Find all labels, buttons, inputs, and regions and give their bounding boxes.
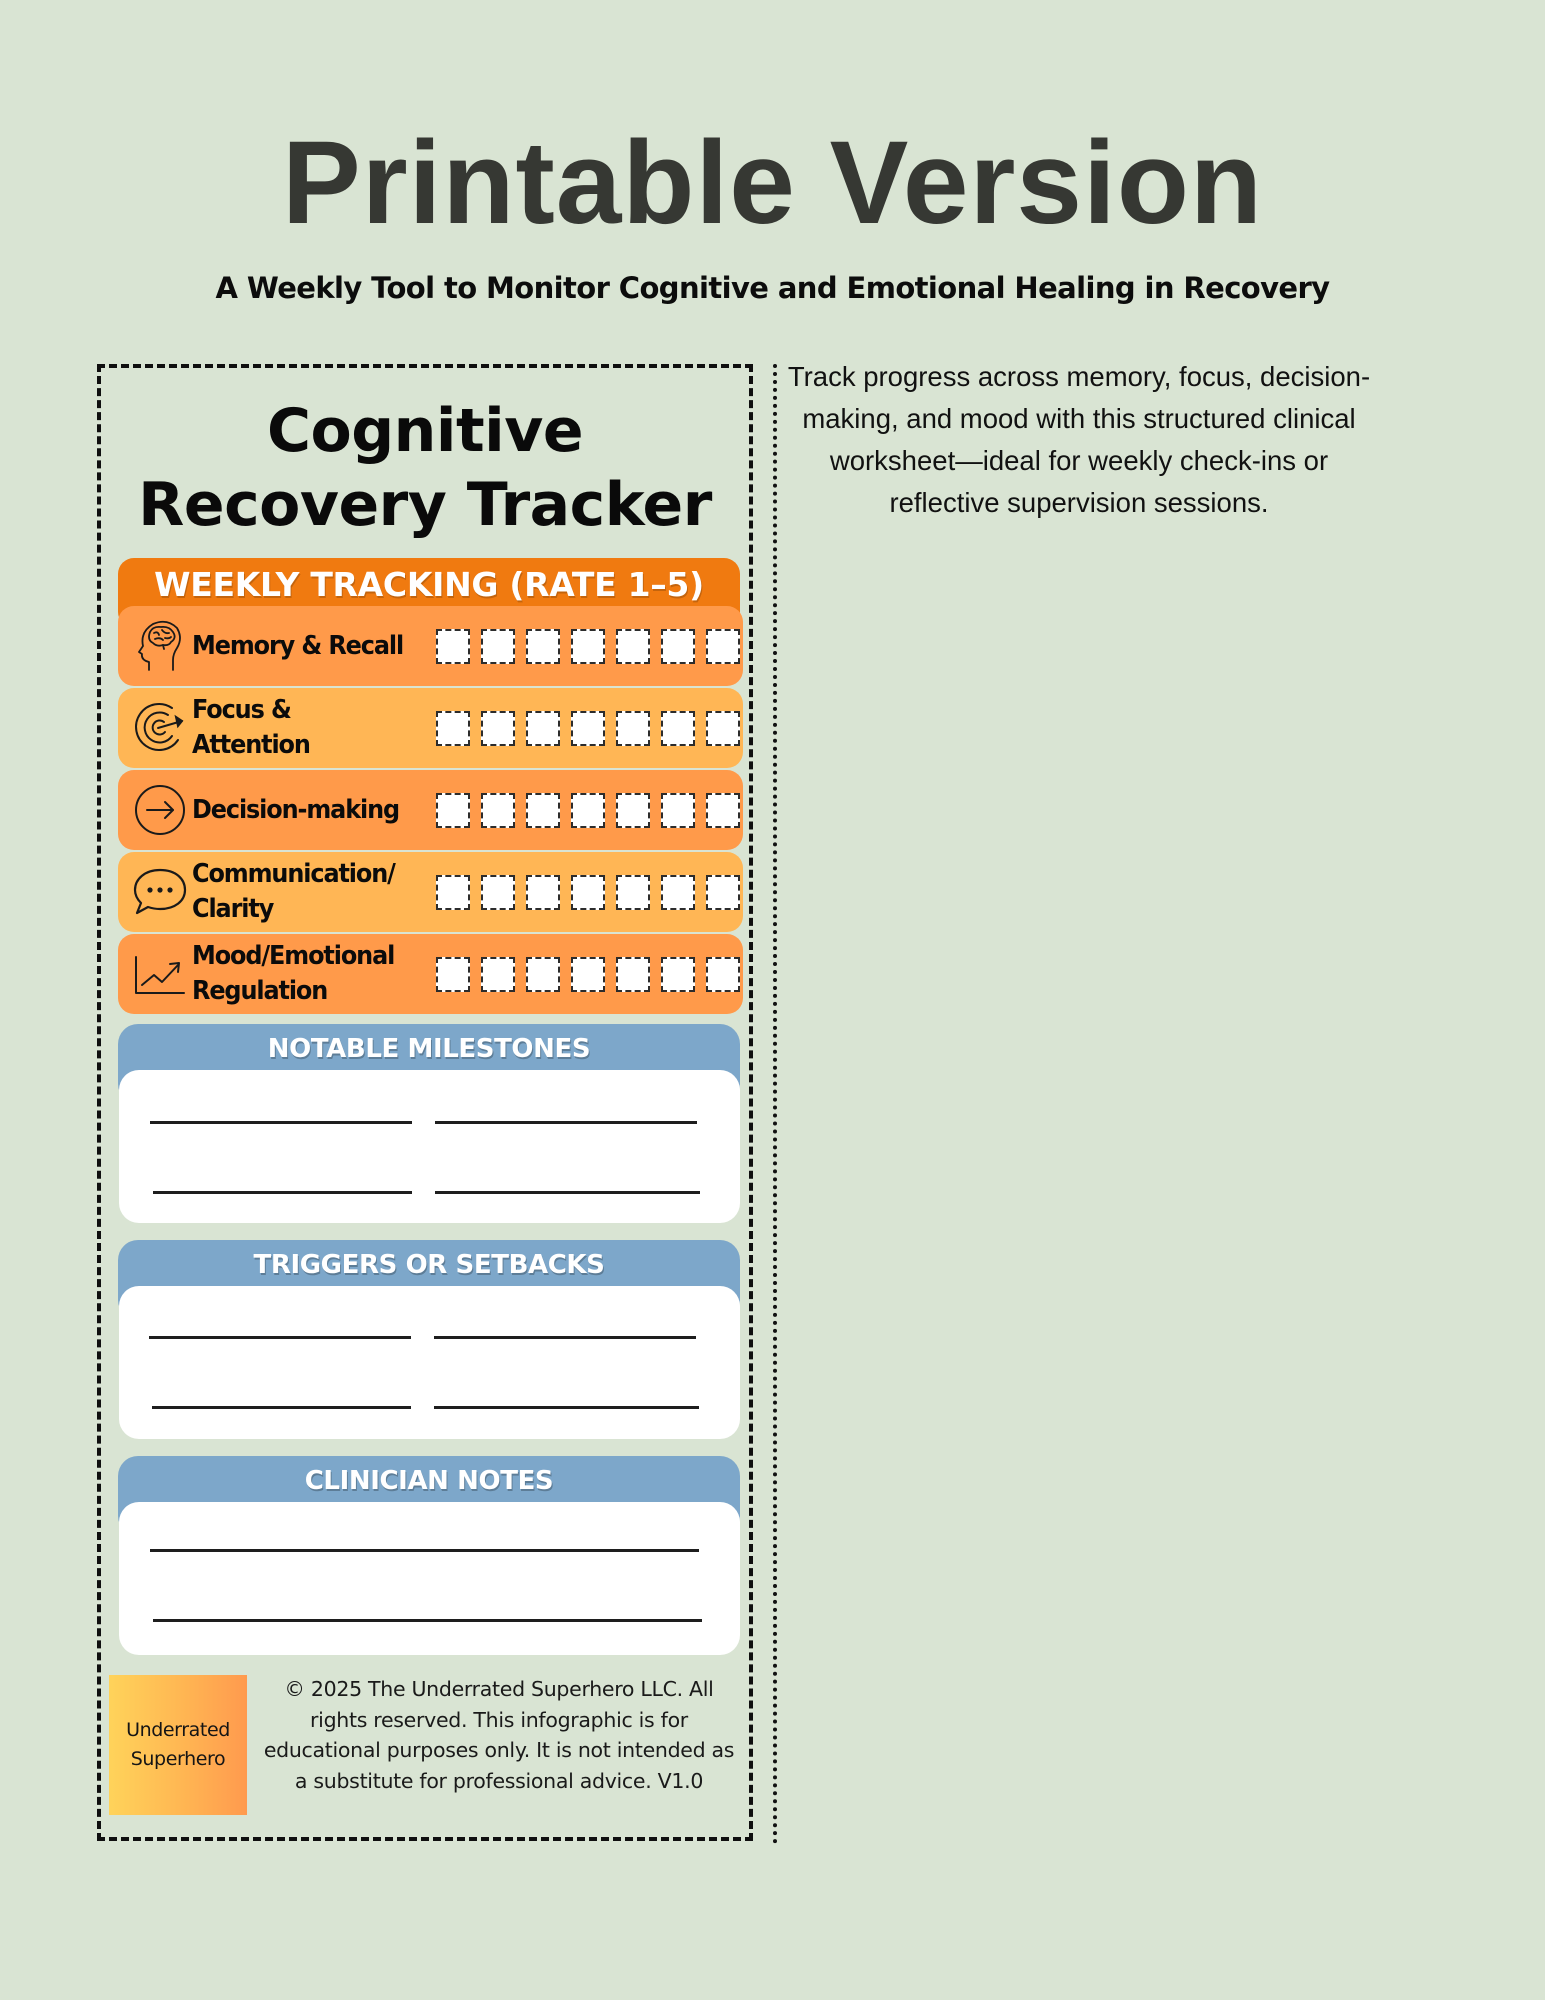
arrow-circle-icon bbox=[130, 780, 190, 840]
logo-line2: Superhero bbox=[130, 1748, 226, 1770]
day-checkbox[interactable] bbox=[661, 629, 695, 664]
day-checkbox[interactable] bbox=[616, 793, 650, 828]
day-checkbox[interactable] bbox=[661, 875, 695, 910]
write-line[interactable] bbox=[152, 1406, 411, 1409]
row-label: Memory & Recall bbox=[192, 630, 404, 661]
day-checkbox[interactable] bbox=[571, 957, 605, 992]
day-checkbox[interactable] bbox=[706, 957, 740, 992]
brain-head-icon bbox=[130, 616, 190, 676]
day-checkboxes bbox=[436, 711, 740, 746]
write-line[interactable] bbox=[149, 1336, 411, 1339]
day-checkbox[interactable] bbox=[526, 793, 560, 828]
tracking-row-memory bbox=[118, 606, 743, 686]
weekly-tracking-heading: WEEKLY TRACKING (RATE 1–5) bbox=[154, 565, 704, 604]
day-checkbox[interactable] bbox=[436, 711, 470, 746]
dotted-separator bbox=[773, 364, 777, 1845]
day-checkbox[interactable] bbox=[571, 875, 605, 910]
day-checkbox[interactable] bbox=[526, 711, 560, 746]
day-checkbox[interactable] bbox=[481, 629, 515, 664]
write-line[interactable] bbox=[150, 1121, 412, 1124]
day-checkbox[interactable] bbox=[706, 711, 740, 746]
write-line[interactable] bbox=[435, 1121, 697, 1124]
card-title-line2: Recovery Tracker bbox=[138, 470, 712, 540]
day-checkbox[interactable] bbox=[571, 711, 605, 746]
day-checkbox[interactable] bbox=[616, 629, 650, 664]
day-checkbox[interactable] bbox=[706, 629, 740, 664]
day-checkbox[interactable] bbox=[661, 793, 695, 828]
day-checkboxes bbox=[436, 793, 740, 828]
triggers-heading: TRIGGERS OR SETBACKS bbox=[253, 1250, 605, 1280]
tracking-row-decision bbox=[118, 770, 743, 850]
day-checkbox[interactable] bbox=[661, 957, 695, 992]
day-checkbox[interactable] bbox=[571, 629, 605, 664]
tracking-row-communication bbox=[118, 852, 743, 932]
day-checkbox[interactable] bbox=[436, 629, 470, 664]
day-checkbox[interactable] bbox=[616, 875, 650, 910]
day-checkbox[interactable] bbox=[706, 875, 740, 910]
day-checkboxes bbox=[436, 629, 740, 664]
target-dart-icon bbox=[130, 698, 190, 758]
day-checkbox[interactable] bbox=[436, 957, 470, 992]
copyright-notice: © 2025 The Underrated Superhero LLC. All rights reserved. This infographic is for educational purposes only. It is not intended as a substitute for professional advice. V1.0 bbox=[263, 1677, 735, 1793]
triggers-write-area[interactable] bbox=[119, 1286, 740, 1439]
day-checkbox[interactable] bbox=[481, 793, 515, 828]
tracker-card bbox=[97, 364, 753, 1841]
write-line[interactable] bbox=[434, 1406, 699, 1409]
milestones-section bbox=[118, 1024, 740, 1224]
write-line[interactable] bbox=[435, 1191, 700, 1194]
day-checkbox[interactable] bbox=[526, 875, 560, 910]
day-checkbox[interactable] bbox=[706, 793, 740, 828]
day-checkboxes bbox=[436, 875, 740, 910]
write-line[interactable] bbox=[153, 1619, 702, 1622]
day-checkbox[interactable] bbox=[481, 875, 515, 910]
trend-chart-icon bbox=[130, 944, 190, 1004]
day-checkbox[interactable] bbox=[481, 711, 515, 746]
day-checkbox[interactable] bbox=[616, 711, 650, 746]
write-line[interactable] bbox=[153, 1191, 412, 1194]
day-checkbox[interactable] bbox=[526, 629, 560, 664]
worksheet-description: Track progress across memory, focus, decision-making, and mood with this structured clinical worksheet—ideal for weekly check-ins or reflective supervision sessions. bbox=[787, 361, 1371, 518]
logo-line1: Underrated bbox=[126, 1719, 230, 1741]
row-label: Decision-making bbox=[192, 794, 400, 825]
tracking-row-mood bbox=[118, 934, 743, 1014]
row-label: Focus & Attention bbox=[192, 695, 310, 760]
underrated-superhero-logo bbox=[109, 1675, 247, 1815]
day-checkbox[interactable] bbox=[481, 957, 515, 992]
tracking-row-focus bbox=[118, 688, 743, 768]
day-checkbox[interactable] bbox=[436, 875, 470, 910]
row-label: Communication/ Clarity bbox=[192, 859, 395, 924]
page-subtitle: A Weekly Tool to Monitor Cognitive and Emotional Healing in Recovery bbox=[215, 271, 1330, 305]
day-checkbox[interactable] bbox=[616, 957, 650, 992]
day-checkbox[interactable] bbox=[526, 957, 560, 992]
day-checkbox[interactable] bbox=[661, 711, 695, 746]
row-label: Mood/Emotional Regulation bbox=[192, 941, 395, 1006]
clinician-notes-write-area[interactable] bbox=[119, 1502, 740, 1655]
clinician-notes-section bbox=[118, 1456, 740, 1656]
card-title-line1: Cognitive bbox=[266, 396, 584, 466]
page-title: Printable Version bbox=[282, 117, 1263, 249]
day-checkbox[interactable] bbox=[571, 793, 605, 828]
speech-bubble-icon bbox=[130, 862, 190, 922]
milestones-write-area[interactable] bbox=[119, 1070, 740, 1223]
card-title bbox=[101, 394, 749, 542]
clinician-notes-heading: CLINICIAN NOTES bbox=[304, 1466, 554, 1496]
milestones-heading: NOTABLE MILESTONES bbox=[267, 1034, 591, 1064]
triggers-section bbox=[118, 1240, 740, 1440]
day-checkbox[interactable] bbox=[436, 793, 470, 828]
write-line[interactable] bbox=[150, 1549, 699, 1552]
write-line[interactable] bbox=[434, 1336, 696, 1339]
day-checkboxes bbox=[436, 957, 740, 992]
